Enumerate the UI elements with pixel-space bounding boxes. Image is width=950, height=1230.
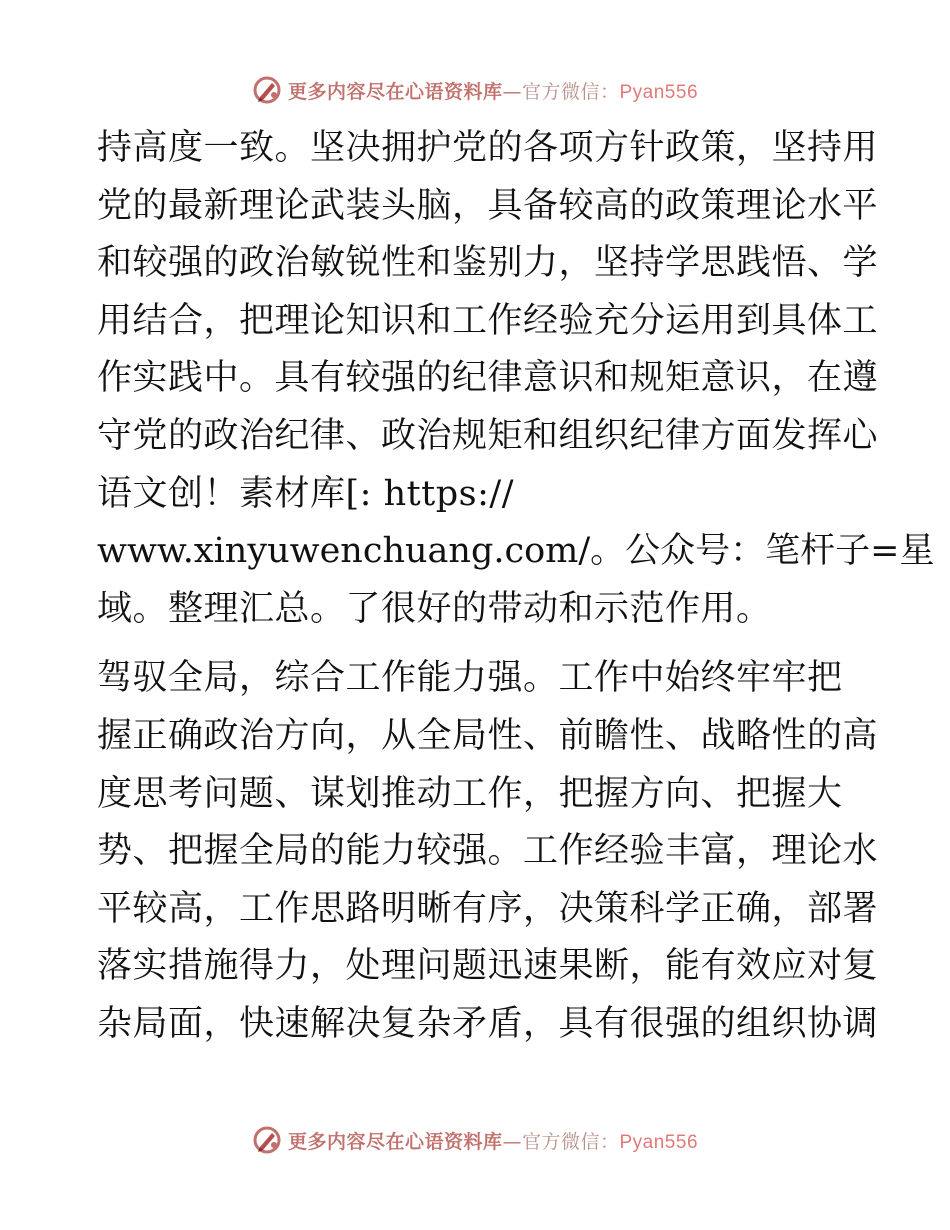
- footer-account: Pyan556: [619, 1131, 699, 1153]
- paragraph-spacer: [97, 638, 857, 650]
- text-line: 作实践中。具有较强的纪律意识和规矩意识，在遵: [97, 358, 879, 399]
- text-line: 守党的政治纪律、政治规矩和组织纪律方面发挥心: [97, 415, 879, 456]
- footer-wechat-label: 官方微信：: [521, 1130, 620, 1153]
- header-banner: [0, 70, 950, 110]
- header-banner-text: 更多内容尽在心语资料库: [287, 80, 503, 103]
- text-line: www.xinyuwenchuang.com/。公众号：笔杆子=星: [97, 531, 935, 572]
- header-dash: —: [502, 80, 522, 103]
- footer-dash: —: [502, 1130, 522, 1153]
- text-line: 落实措施得力，处理问题迅速果断，能有效应对复: [97, 946, 879, 987]
- text-line: 驾驭全局，综合工作能力强。工作中始终牢牢把: [97, 658, 843, 699]
- text-line: 和较强的政治敏锐性和鉴别力，坚持学思践悟、学: [97, 243, 879, 284]
- text-line: 度思考问题、谋划推动工作，把握方向、把握大: [97, 773, 843, 814]
- text-line: 平较高，工作思路明晰有序，决策科学正确，部署: [97, 888, 879, 929]
- paragraph-1: [97, 120, 935, 638]
- text-line: 持高度一致。坚决拥护党的各项方针政策，坚持用: [97, 128, 879, 168]
- text-line: 党的最新理论武装头脑，具备较高的政策理论水平: [97, 185, 879, 226]
- text-line: 杂局面，快速解决复杂矛盾，具有很强的组织协调: [97, 1003, 879, 1044]
- pen-logo-icon: [252, 75, 282, 105]
- text-line: 域。整理汇总。了很好的带动和示范作用。: [97, 588, 772, 629]
- document-body: [97, 120, 935, 1054]
- header-account: Pyan556: [619, 81, 699, 103]
- text-line: 握正确政治方向，从全局性、前瞻性、战略性的高: [97, 715, 879, 756]
- paragraph-2: [97, 650, 879, 1053]
- pen-logo-icon: [252, 1125, 282, 1155]
- footer-banner-text: 更多内容尽在心语资料库: [287, 1130, 503, 1153]
- text-line: 势、把握全局的能力较强。工作经验丰富，理论水: [97, 831, 879, 872]
- footer-banner: [0, 1120, 950, 1160]
- text-line: 语文创！素材库[: https://: [97, 473, 514, 514]
- text-line: 用结合，把理论知识和工作经验充分运用到具体工: [97, 300, 879, 341]
- header-wechat-label: 官方微信：: [521, 80, 620, 103]
